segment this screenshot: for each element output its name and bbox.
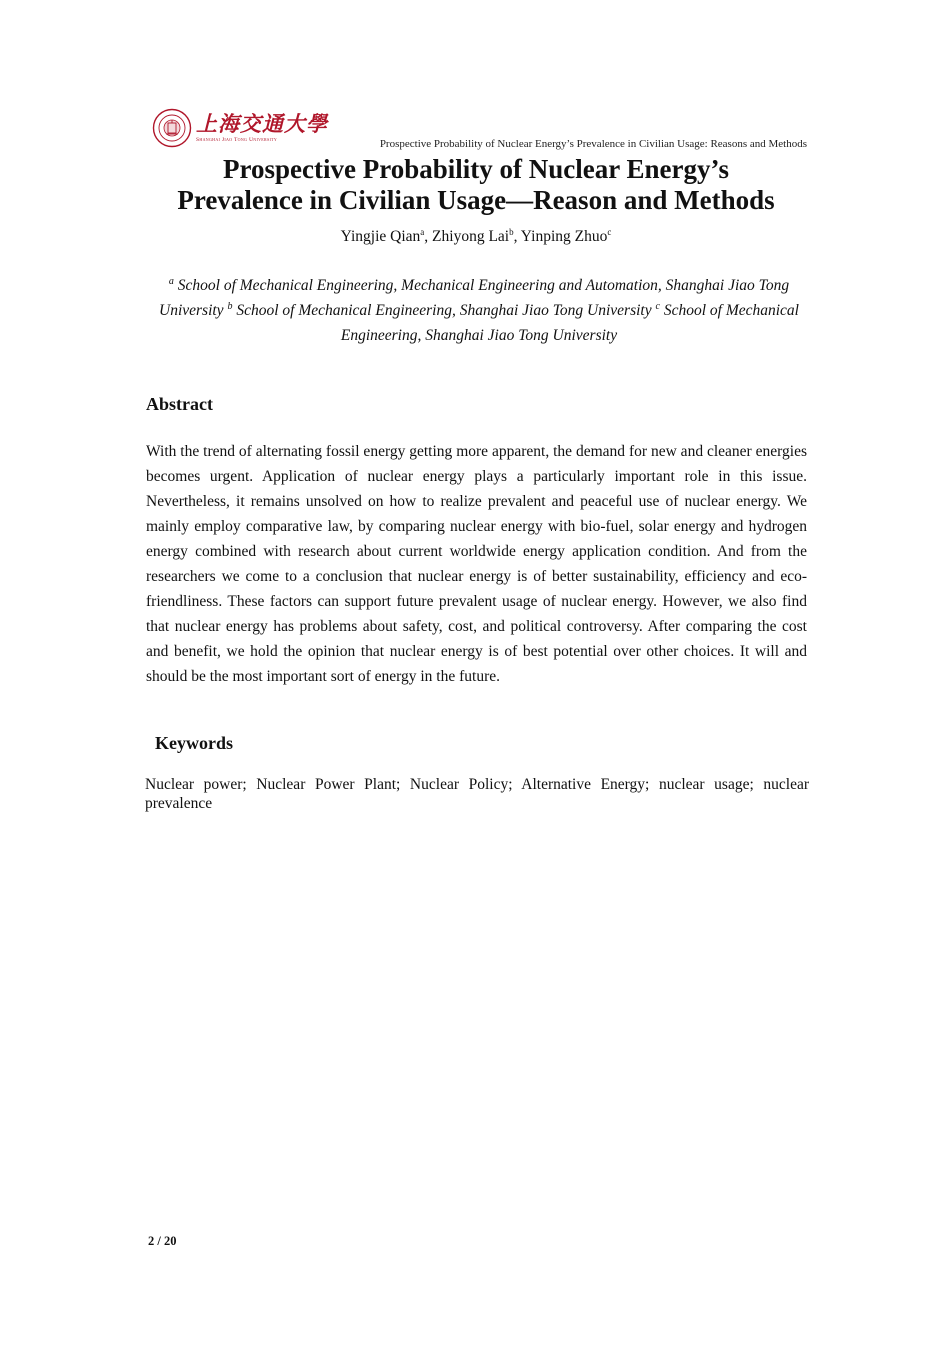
title-line-1: Prospective Probability of Nuclear Energy’s	[223, 154, 729, 184]
affiliation-mark: b	[227, 300, 233, 312]
abstract-heading: Abstract	[146, 394, 213, 414]
running-head: Prospective Probability of Nuclear Energy’s Prevalence in Civilian Usage: Reasons and Methods	[379, 138, 807, 150]
university-seal-icon	[152, 108, 192, 148]
page-number: 2 / 20	[148, 1234, 177, 1248]
affiliation-text: School of Mechanical Engineering, Shanghai Jiao Tong University	[232, 302, 656, 319]
author-name: Yingjie Qian	[340, 228, 421, 245]
title-line-2: Prevalence in Civilian Usage—Reason and Methods	[177, 185, 775, 215]
keywords-heading: Keywords	[155, 733, 233, 753]
affiliation-text: School of Mechanical Engineering, Mechanical Engineering and Automation, Shanghai Jiao Tong University	[159, 277, 790, 319]
affiliation-mark: c	[655, 300, 660, 312]
author-list: Yingjie Qian$^a$, Zhiyong Lai$^b$, Yinping Zhuo$^c$	[340, 226, 612, 245]
abstract-text: With the trend of alternating fossil energy getting more apparent, the demand for new and cleaner energies becomes urgent. Application of nuclear energy plays a particularly important role in this issue. Nevertheless, it remains unsolved on how to realize prevalent and peaceful use of nuclear energy. We mainly employ comparative law, by comparing nuclear energy with bio-fuel, solar energy and hydrogen energy combined with research about current worldwide energy application condition. And from the researchers we come to a conclusion that nuclear energy is of better sustainability, efficiency and eco-friendliness. These factors can support future prevalent usage of nuclear energy. However, we also find that nuclear energy has problems about safety, cost, and political controversy. After comparing the cost and benefit, we hold the opinion that nuclear energy is of best potential over other choices. It will and should be the most important sort of energy in the future.	[146, 443, 807, 685]
paper-title	[0, 154, 952, 216]
author-affiliation-mark: a	[420, 226, 425, 237]
author-affiliation-mark: b	[509, 226, 514, 237]
author-name: Yinping Zhuo	[520, 228, 608, 245]
keywords-text: Nuclear power; Nuclear Power Plant; Nuclear Policy; Alternative Energy; nuclear usage; nuclear prevalence	[145, 776, 809, 812]
affiliation-mark: a	[168, 275, 174, 287]
logo-english-name: Shanghai Jiao Tong University	[196, 137, 278, 143]
affiliations	[146, 273, 812, 348]
author-name: Zhiyong Lai	[432, 228, 510, 245]
logo-chinese-name: 上海交通大學	[196, 112, 328, 136]
university-logo	[152, 108, 328, 148]
author-affiliation-mark: c	[607, 226, 612, 237]
affiliation-text: School of Mechanical Engineering, Shanghai Jiao Tong University	[340, 302, 799, 344]
